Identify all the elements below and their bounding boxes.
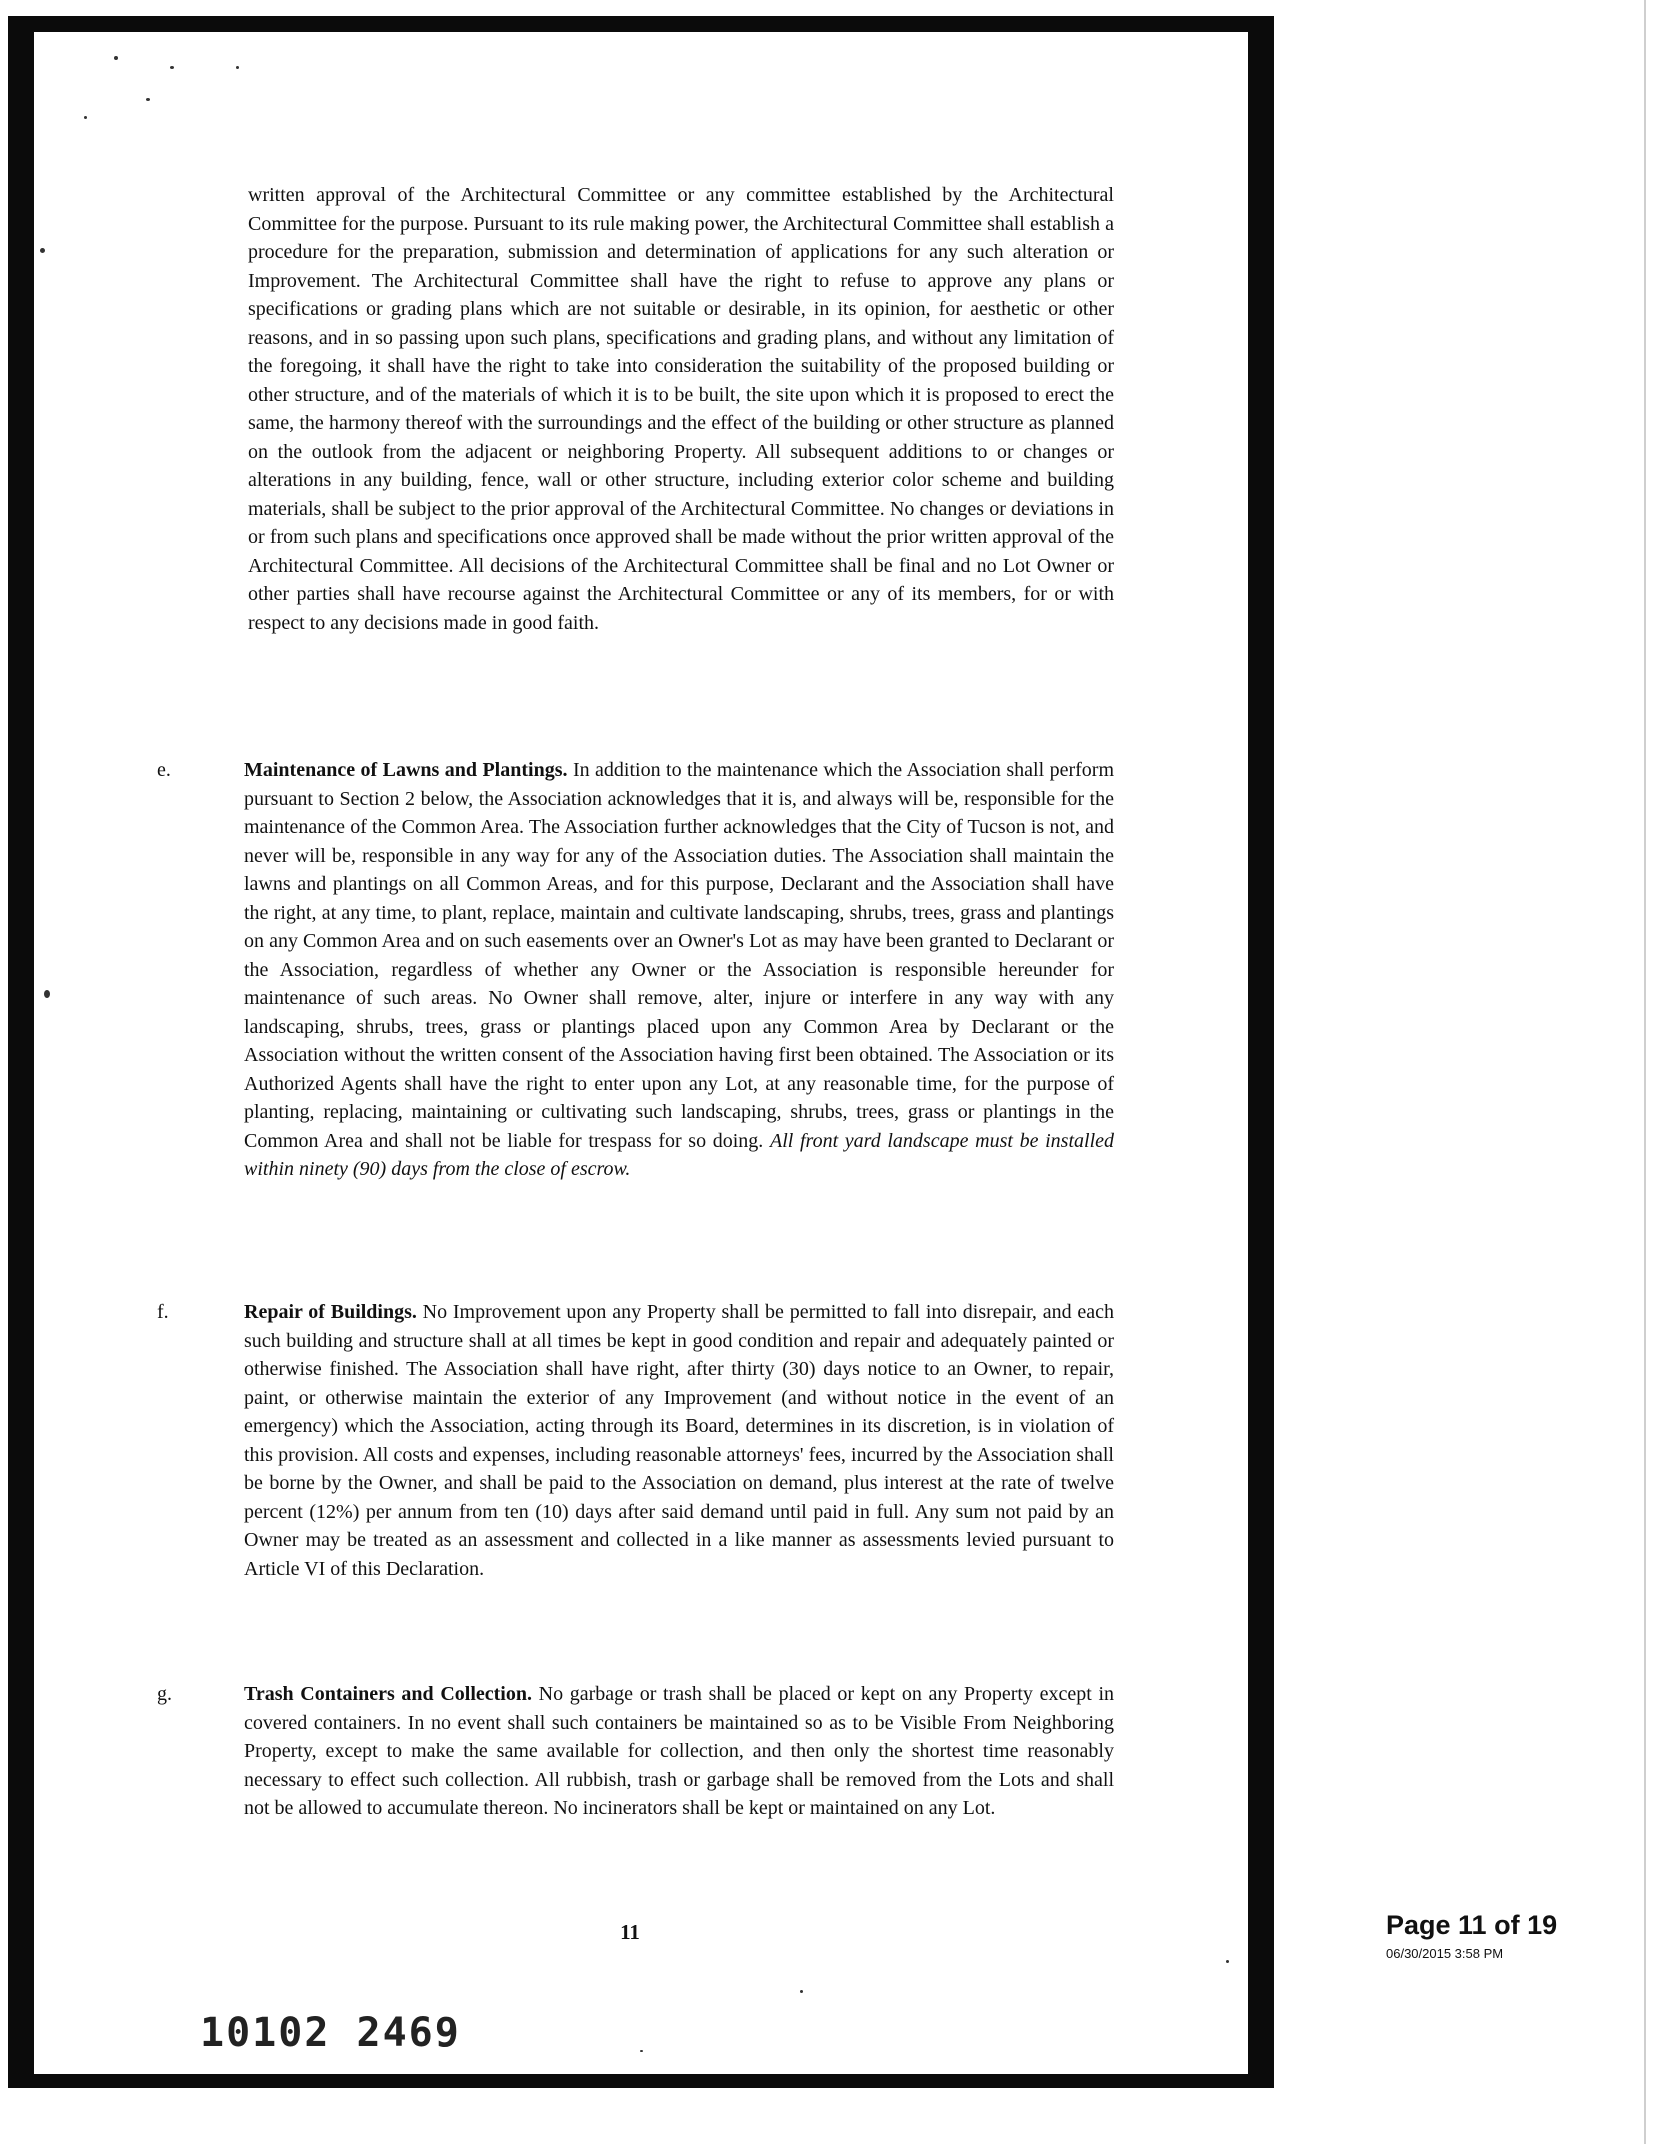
scan-speck — [170, 66, 174, 69]
section-letter: e. — [157, 759, 171, 781]
section-text — [244, 1680, 1114, 1823]
scan-speck — [84, 116, 87, 119]
section-letter: g. — [157, 1683, 172, 1705]
section-heading: Trash Containers and Collection. — [244, 1683, 532, 1705]
scan-speck — [146, 98, 150, 101]
page-counter: Page 11 of 19 — [1386, 1910, 1558, 1940]
section-text — [244, 1298, 1114, 1583]
scan-speck — [236, 66, 239, 69]
section-g — [157, 1680, 1114, 1823]
section-heading: Repair of Buildings. — [244, 1301, 417, 1323]
section-letter: f. — [157, 1301, 169, 1323]
section-emphasis: All front yard landscape must be installed within ninety (90) days from the close of escrow. — [244, 1129, 1115, 1180]
continuation-paragraph: written approval of the Architectural Committee or any committee established by the Architectural Committee for the purpose. Pursuant to its rule making power, the Architectural Committee shall establish a procedure for the preparation, submission and determination of applications for any such alteration or Improvement. The Architectural Committee shall have the right to refuse to approve any plans or specifications or grading plans which are not suitable or desirable, in its opinion, for aesthetic or other reasons, and in so passing upon such plans, specifications and grading plans, and without any limitation of the foregoing, it shall have the right to take into consideration the suitability of the proposed building or other structure, and of the materials of which it is to be built, the site upon which it is proposed to erect the same, the harmony thereof with the surroundings and the effect of the building or other structure as planned on the outlook from the adjacent or neighboring Property. All subsequent additions to or changes or alterations in any building, fence, wall or other structure, including exterior color scheme and building materials, shall be subject to the prior approval of the Architectural Committee. No changes or deviations in or from such plans and specifications once approved shall be made without the prior written approval of the Architectural Committee. All decisions of the Architectural Committee shall be final and no Lot Owner or other parties shall have recourse against the Architectural Committee or any of its members, for or with respect to any decisions made in good faith. — [248, 184, 1114, 634]
page-number: 11 — [620, 1920, 640, 1944]
section-body: No garbage or trash shall be placed or kept on any Property except in covered containers. In no event shall such containers be maintained so as to be Visible From Neighboring Property, except to make the same available for collection, and then only the shortest time reasonably necessary to effect such collection. All rubbish, trash or garbage shall be removed from the Lots and shall not be allowed to accumulate thereon. No incinerators shall be kept or maintained on any Lot. — [244, 1683, 1115, 1819]
section-f — [157, 1298, 1114, 1583]
recording-stamp: 10102 2469 — [200, 2010, 461, 2056]
viewer-right-edge — [1644, 0, 1646, 2144]
print-timestamp: 06/30/2015 3:58 PM — [1386, 1946, 1504, 1961]
section-body: In addition to the maintenance which the Association shall perform pursuant to Section 2 below, the Association acknowledges that it is, and always will be, responsible for the maintenance of the Common Area. The Association further acknowledges that the City of Tucson is not, and never will be, responsible in any way for any of the Association duties. The Association shall maintain the lawns and plantings on all Common Areas, and for this purpose, Declarant and the Association shall have the right, at any time, to plant, replace, maintain and cultivate landscaping, shrubs, trees, grass and plantings on any Common Area and on such easements over an Owner's Lot as may have been granted to Declarant or the Association, regardless of whether any Owner or the Association is responsible hereunder for maintenance of such areas. No Owner shall remove, alter, injure or interfere in any way with any landscaping, shrubs, trees, grass or plantings placed upon any Common Area by Declarant or the Association without the written consent of the Association having first been obtained. The Association or its Authorized Agents shall have the right to enter upon any Lot, at any reasonable time, for the purpose of planting, replacing, maintaining or cultivating such landscaping, shrubs, trees, grass or plantings in the Common Area and shall not be liable for trespass for so doing. — [244, 759, 1114, 1152]
scan-speck — [640, 2050, 643, 2052]
section-heading: Maintenance of Lawns and Plantings. — [244, 759, 568, 781]
section-body: No Improvement upon any Property shall be permitted to fall into disrepair, and each such building and structure shall at all times be kept in good condition and repair and adequately painted or otherwise finished. The Association shall have right, after thirty (30) days notice to an Owner, to repair, paint, or otherwise maintain the exterior of any Improvement (and without notice in the event of an emergency) which the Association, acting through its Board, determines in its discretion, is in violation of this provision. All costs and expenses, including reasonable attorneys' fees, incurred by the Association shall be borne by the Owner, and shall be paid to the Association on demand, plus interest at the rate of twelve percent (12%) per annum from ten (10) days after said demand until paid in full. Any sum not paid by an Owner may be treated as an assessment and collected in a like manner as assessments levied pursuant to Article VI of this Declaration. — [244, 1301, 1114, 1580]
section-text — [244, 756, 1114, 1184]
scan-speck — [40, 248, 45, 253]
scan-speck — [800, 1990, 803, 1993]
scan-speck — [44, 990, 50, 998]
scan-speck — [1226, 1960, 1229, 1963]
scan-speck — [114, 56, 118, 60]
section-e — [157, 756, 1114, 1184]
